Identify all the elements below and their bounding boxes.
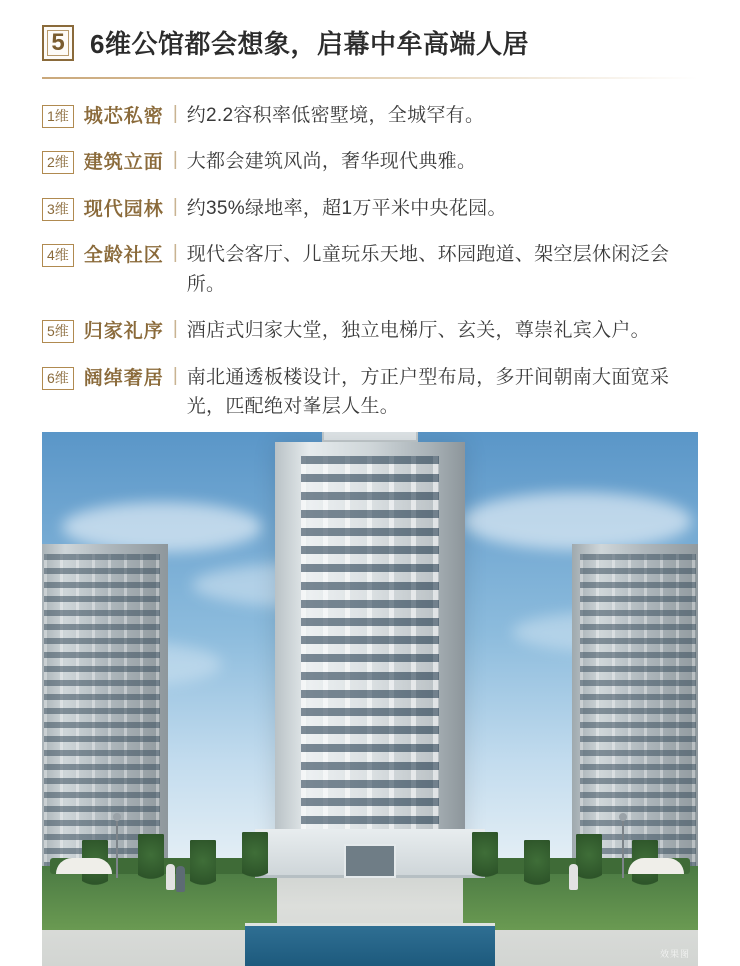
list-item [42, 147, 698, 176]
cloud [462, 492, 692, 550]
separator: | [172, 149, 178, 171]
feature-description: 大都会建筑风尚，奢华现代典雅。 [186, 151, 477, 173]
dimension-tag: 5维 [42, 320, 74, 343]
tree [190, 840, 216, 892]
separator: | [172, 364, 178, 386]
dimension-tag: 1维 [42, 105, 74, 128]
tree [576, 834, 602, 886]
separator: | [172, 195, 178, 217]
feature-name: 全龄社区 [83, 245, 164, 267]
side-tower-right [572, 544, 698, 874]
page-header [42, 0, 698, 61]
dimension-tag: 2维 [42, 151, 74, 174]
page-title: 6维公馆都会想象，启幕中牟高端人居 [90, 29, 529, 59]
tree [138, 834, 164, 886]
tree [524, 840, 550, 892]
street-lamp [116, 818, 118, 878]
section-number-badge: 5 [42, 25, 74, 61]
feature-description: 约2.2容积率低密墅境，全城罕有。 [186, 105, 485, 126]
building-rendering-image [42, 432, 698, 966]
header-divider [42, 77, 698, 79]
list-item [42, 194, 698, 223]
feature-description: 约35%绿地率，超1万平米中央花园。 [186, 197, 507, 219]
feature-list [42, 101, 698, 422]
dimension-tag: 4维 [42, 244, 74, 267]
person [176, 866, 185, 892]
person [569, 864, 578, 890]
feature-name: 归家礼序 [83, 321, 164, 343]
feature-description: 酒店式归家大堂，独立电梯厅、玄关，尊崇礼宾入户。 [186, 320, 650, 342]
patio-umbrella [56, 858, 112, 874]
list-item [42, 240, 698, 299]
tree [472, 832, 498, 884]
feature-name: 建筑立面 [83, 152, 164, 174]
person [166, 864, 175, 890]
dimension-tag: 3维 [42, 198, 74, 221]
feature-description: 南北通透板楼设计，方正户型布局，多开间朝南大面宽采光，匹配绝对峯层人生。 [186, 366, 670, 418]
feature-name: 城芯私密 [83, 106, 164, 127]
list-item [42, 363, 698, 422]
separator: | [172, 318, 178, 340]
main-tower [275, 442, 465, 874]
list-item [42, 101, 698, 130]
tree [242, 832, 268, 884]
patio-umbrella [628, 858, 684, 874]
tower-entrance [344, 844, 396, 878]
reflecting-pool [245, 923, 495, 966]
feature-name: 现代园林 [83, 198, 164, 220]
side-tower-left [42, 544, 168, 874]
feature-name: 阔绰奢居 [83, 367, 164, 389]
dimension-tag: 6维 [42, 367, 74, 390]
list-item [42, 316, 698, 345]
tower-crown [322, 432, 418, 442]
image-watermark: 效果图 [659, 949, 690, 959]
separator: | [172, 242, 178, 264]
feature-description: 现代会客厅、儿童玩乐天地、环园跑道、架空层休闲泛会所。 [186, 244, 670, 295]
separator: | [172, 103, 178, 124]
street-lamp [622, 818, 624, 878]
